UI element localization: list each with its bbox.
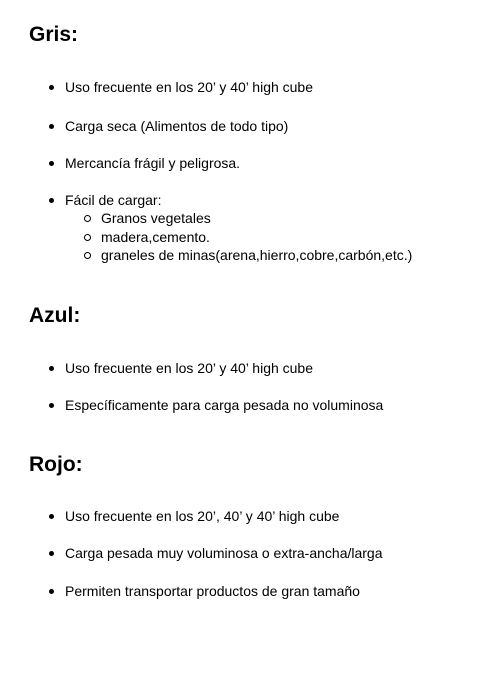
list-item-text: Carga seca (Alimentos de todo tipo) (65, 118, 289, 134)
bullet-icon (49, 514, 54, 519)
bullet-icon (49, 403, 54, 408)
bullet-icon (49, 161, 54, 166)
section-heading-azul: Azul: (29, 304, 81, 327)
bullet-icon (49, 551, 54, 556)
list-item-text: Uso frecuente en los 20’ y 40’ high cube (65, 79, 314, 95)
list-item-text: Fácil de cargar: (65, 192, 162, 208)
list-item-text: Carga pesada muy voluminosa o extra-ancha/larga (65, 545, 383, 561)
sub-list-item-text: graneles de minas(arena,hierro,cobre,carbón,etc.) (101, 247, 413, 263)
bullet-icon (49, 124, 54, 129)
bullet-icon (49, 366, 54, 371)
sub-list-item-text: Granos vegetales (101, 210, 211, 226)
hollow-bullet-icon (84, 234, 91, 241)
list-item-text: Permiten transportar productos de gran tamaño (65, 583, 360, 599)
bullet-icon (49, 85, 54, 90)
sub-list-item-text: madera,cemento. (101, 229, 210, 245)
list-item-text: Específicamente para carga pesada no voluminosa (65, 397, 384, 413)
section-heading-rojo: Rojo: (29, 453, 83, 476)
list-item-text: Uso frecuente en los 20’, 40’ y 40’ high cube (65, 508, 340, 524)
hollow-bullet-icon (84, 215, 91, 222)
hollow-bullet-icon (84, 252, 91, 259)
section-heading-gris: Gris: (29, 23, 79, 46)
list-item-text: Uso frecuente en los 20’ y 40’ high cube (65, 360, 314, 376)
list-item-text: Mercancía frágil y peligrosa. (65, 155, 241, 171)
bullet-icon (49, 198, 54, 203)
bullet-icon (49, 589, 54, 594)
